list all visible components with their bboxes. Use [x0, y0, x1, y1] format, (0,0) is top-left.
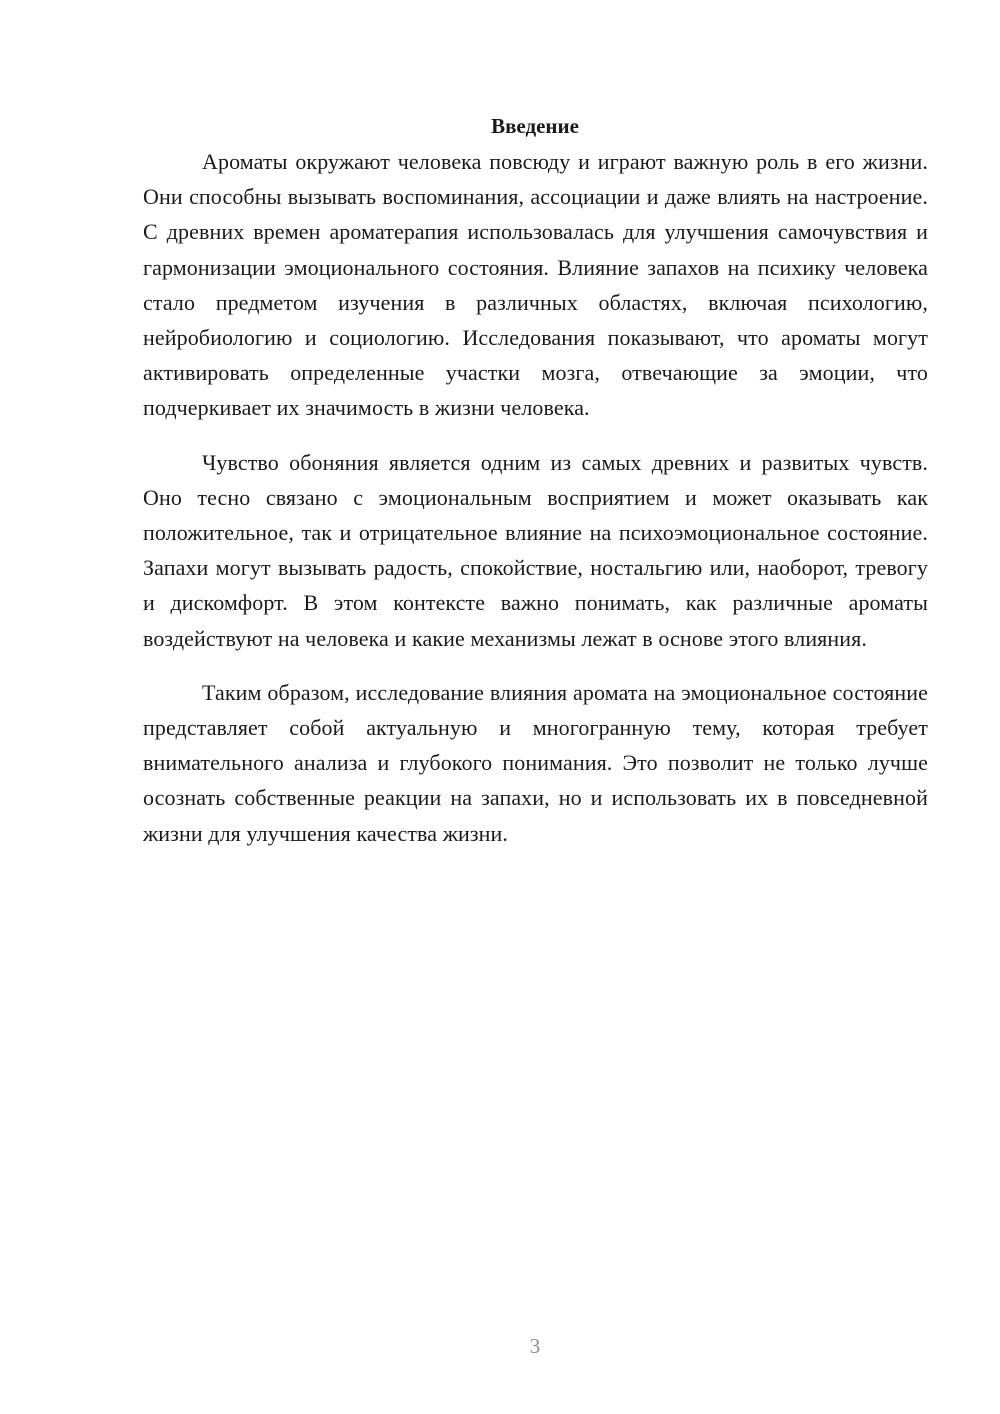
paragraph-1: Ароматы окружают человека повсюду и играют важную роль в его жизни. Они способны вызывать воспоминания, ассоциации и даже влиять на настроение. С древних времен ароматерапия использовалась для улучшения самочувствия и гармонизации эмоционального состояния. Влияние запахов на психику человека стало предметом изучения в различных областях, включая психологию, нейробиологию и социологию. Исследования показывают, что ароматы могут активировать определенные участки мозга, отвечающие за эмоции, что подчеркивает их значимость в жизни человека. [143, 149, 928, 421]
paragraph-3: Таким образом, исследование влияния аромата на эмоциональное состояние представляет собой актуальную и многогранную тему, которая требует внимательного анализа и глубокого понимания. Это позволит не только лучше осознать собственные реакции на запахи, но и использовать их в повседневной жизни для улучшения качества жизни. [143, 679, 928, 846]
text-body [143, 144, 928, 851]
section-heading: Введение [491, 114, 579, 139]
page-number: 3 [529, 1334, 541, 1358]
paragraph-2: Чувство обоняния является одним из самых древних и развитых чувств. Оно тесно связано с эмоциональным восприятием и может оказывать как положительное, так и отрицательное влияние на психоэмоциональное состояние. Запахи могут вызывать радость, спокойствие, ностальгию или, наоборот, тревогу и дискомфорт. В этом контексте важно понимать, как различные ароматы воздействуют на человека и какие механизмы лежат в основе этого влияния. [143, 449, 928, 651]
